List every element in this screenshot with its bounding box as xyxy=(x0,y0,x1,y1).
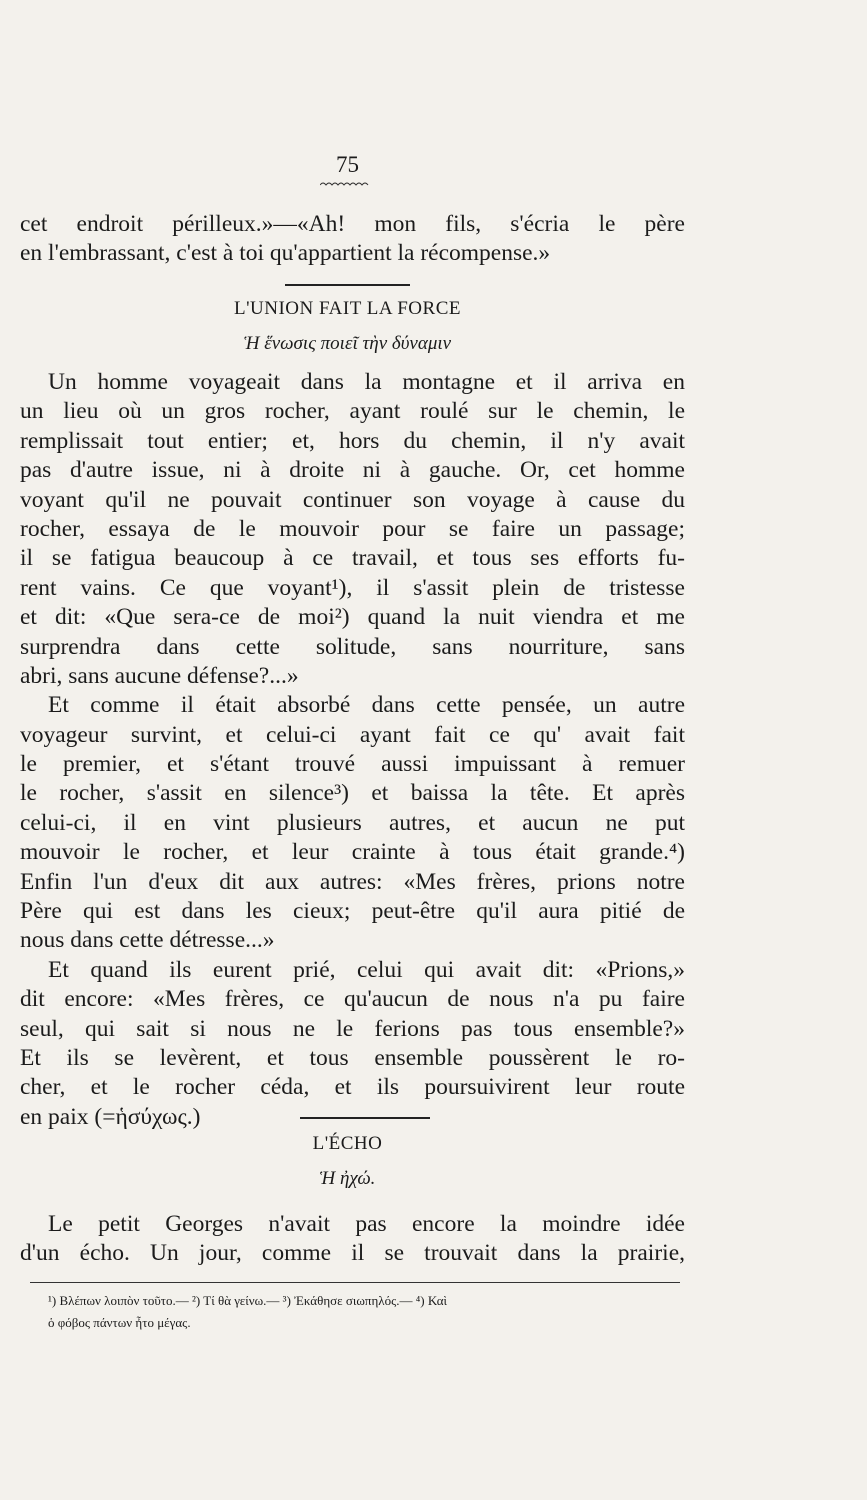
text-line: il se fatigua beaucoup à ce travail, et tous ses efforts fu- xyxy=(20,545,685,572)
text-line: un lieu où un gros rocher, ayant roulé sur le chemin, le xyxy=(20,398,685,425)
text-line: surprendra dans cette solitude, sans nourriture, sans xyxy=(20,633,685,660)
text-line: en paix (=ἡσύχως.) xyxy=(20,1103,201,1130)
text-line: et dit: «Que sera-ce de moi²) quand la nuit viendra et me xyxy=(20,604,685,631)
text-line: Et ils se levèrent, et tous ensemble poussèrent le ro- xyxy=(20,1044,685,1071)
intro-paragraph xyxy=(20,210,685,269)
text-line: celui-ci, il en vint plusieurs autres, et aucun ne put xyxy=(20,809,685,836)
text-line: cher, et le rocher céda, et ils poursuivirent leur route xyxy=(20,1074,685,1101)
text-line: Et quand ils eurent prié, celui qui avait dit: «Prions,» xyxy=(48,956,685,983)
section-divider xyxy=(285,284,410,286)
text-line: rent vains. Ce que voyant¹), il s'assit plein de tristesse xyxy=(20,574,685,601)
text-line: le premier, et s'étant trouvé aussi impuissant à remuer xyxy=(20,751,685,778)
text-line: Un homme voyageait dans la montagne et il arriva en xyxy=(48,369,685,395)
text-line: voyant qu'il ne pouvait continuer son voyage à cause du xyxy=(20,486,685,513)
text-line: abri, sans aucune défense?...» xyxy=(20,662,299,689)
text-line: d'un écho. Un jour, comme il se trouvait dans la prairie, xyxy=(20,1240,685,1267)
text-line: rocher, essaya de le mouvoir pour se faire un passage; xyxy=(20,515,685,542)
text-line: remplissait tout entier; et, hors du chemin, il n'y avait xyxy=(20,427,685,454)
text-line: voyageur survint, et celui-ci ayant fait ce qu' avait fait xyxy=(20,721,685,748)
text-line: le rocher, s'assit en silence³) et baissa la tête. Et après xyxy=(20,780,685,807)
text-line: en l'embrassant, c'est à toi qu'appartient la récompense.» xyxy=(20,240,551,267)
text-line: cet endroit périlleux.»—«Ah! mon fils, s'écria le père xyxy=(20,211,685,237)
text-line: dit encore: «Mes frères, ce qu'aucun de nous n'a pu faire xyxy=(20,986,685,1013)
story-text xyxy=(20,1210,685,1269)
ornament-icon xyxy=(320,180,370,188)
footnote-line: ὁ φόβος πάντων ἦτο μέγας. xyxy=(48,1315,191,1330)
footnote-divider xyxy=(30,1282,680,1283)
text-line: Et comme il était absorbé dans cette pensée, un autre xyxy=(48,692,685,719)
text-line: nous dans cette détresse...» xyxy=(20,927,275,954)
page-number: 75 xyxy=(336,152,359,177)
text-line: mouvoir le rocher, et leur crainte à tous était grande.⁴) xyxy=(20,839,685,866)
section-greek-title: Ἡ ἠχώ. xyxy=(319,1168,376,1189)
text-line: Père qui est dans les cieux; peut-être qu'il aura pitié de xyxy=(20,898,685,925)
text-line: seul, qui sait si nous ne le ferions pas tous ensemble?» xyxy=(20,1015,685,1042)
text-line: Enfin l'un d'eux dit aux autres: «Mes frères, prions notre xyxy=(20,868,685,895)
footnote-line: ¹) Βλέπων λοιπὸν τοῦτο.— ²) Τί θὰ γείνω.— ³) Ἐκάθησε σιωπηλός.— ⁴) Καὶ xyxy=(48,1293,448,1308)
footnotes xyxy=(48,1290,688,1334)
section-title: L'ÉCHO xyxy=(312,1133,383,1154)
text-line: Le petit Georges n'avait pas encore la moindre idée xyxy=(48,1211,685,1237)
text-line: pas d'autre issue, ni à droite ni à gauche. Or, cet homme xyxy=(20,457,685,484)
section-title: L'UNION FAIT LA FORCE xyxy=(234,298,461,319)
section-divider xyxy=(300,1117,430,1119)
story-text xyxy=(20,368,685,1132)
section-greek-title: Ἡ ἕνωσις ποιεῖ τὴν δύναμιν xyxy=(243,333,452,354)
